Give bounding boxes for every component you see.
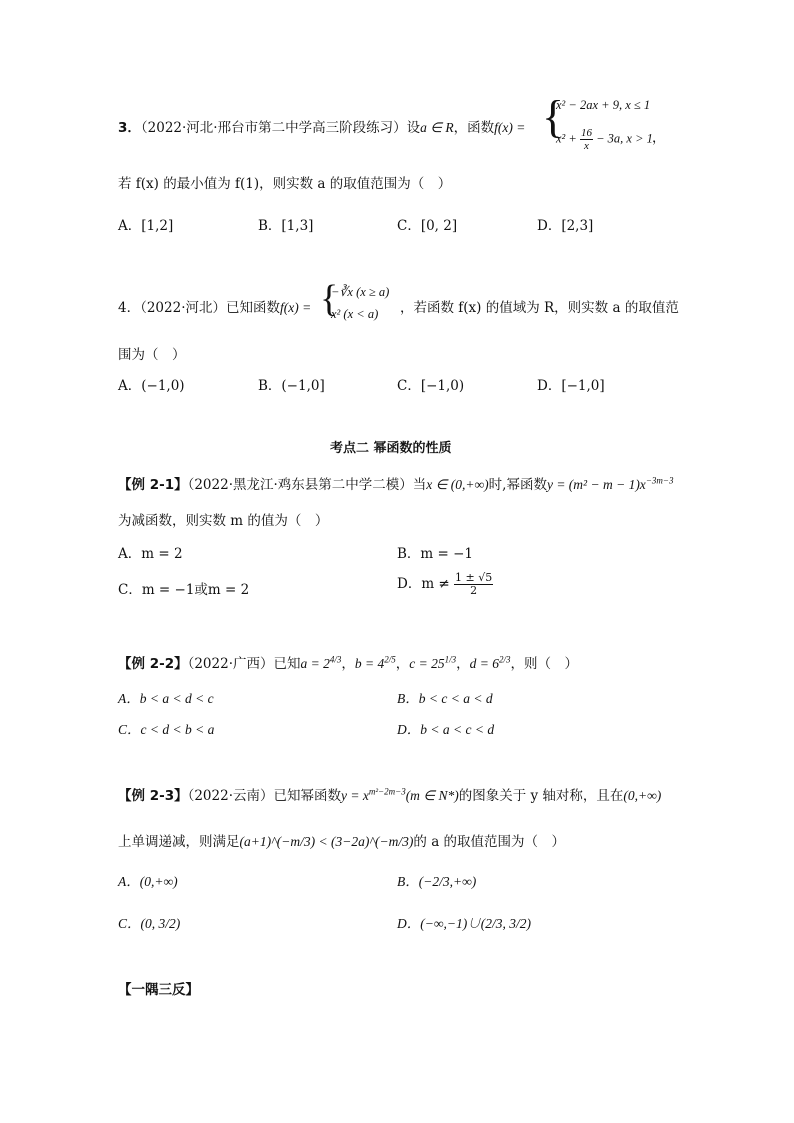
ex22-option-c[interactable]: C．c < d < b < a bbox=[118, 722, 215, 737]
ex21-condition: x ∈ (0,+∞) bbox=[426, 477, 489, 492]
ex23-option-c[interactable]: C．(0, 3/2) bbox=[118, 916, 181, 931]
ex22-option-a[interactable]: A．b < a < d < c bbox=[118, 691, 214, 706]
q3-brace: { bbox=[542, 91, 565, 142]
q3-option-a[interactable]: A．[1,2] bbox=[118, 218, 174, 234]
q3-frac-den: x bbox=[584, 140, 589, 152]
ex22-tag: 【例 2-2】 bbox=[118, 656, 188, 672]
ex21-exponent: −3m−3 bbox=[645, 475, 674, 486]
q4-piece1: −∛x (x ≥ a) bbox=[331, 285, 390, 299]
ex22-c: c = 25 bbox=[409, 656, 445, 671]
q3-number: 3． bbox=[118, 120, 141, 136]
ex21-optd-num: 1 ± √5 bbox=[455, 571, 493, 584]
ex21-option-d[interactable] bbox=[397, 572, 493, 597]
ex23-option-a[interactable]: A．(0,+∞) bbox=[118, 874, 178, 889]
ex22-b: b = 4 bbox=[354, 656, 385, 671]
ex23-option-d[interactable]: D．(−∞,−1)∪(2/3, 3/2) bbox=[397, 916, 531, 931]
ex22-a-exp: 4/3 bbox=[329, 654, 342, 665]
ex23-tag: 【例 2-3】 bbox=[118, 788, 188, 804]
ex23-condition: (m ∈ N*) bbox=[405, 788, 459, 803]
ex23-exponent: m²−2m−3 bbox=[368, 786, 406, 797]
q4-number: 4． bbox=[118, 300, 141, 316]
q4-option-d[interactable]: D．[−1,0] bbox=[537, 378, 605, 394]
q3-piece2-pre: x² + bbox=[556, 131, 577, 146]
q4-option-b[interactable]: B．(−1,0] bbox=[258, 378, 325, 394]
ex22-tail: ，则（ ） bbox=[510, 656, 579, 672]
ex22-option-d[interactable]: D．b < a < c < d bbox=[397, 722, 495, 737]
q3-piece2-post: − 3a, x > 1 bbox=[596, 131, 653, 146]
ex22-d-exp: 2/3 bbox=[499, 654, 511, 665]
section-title: 考点二 幂函数的性质 bbox=[330, 441, 452, 456]
ex21-option-a[interactable]: A．m = 2 bbox=[118, 546, 183, 562]
ex23-line2 bbox=[118, 830, 565, 850]
ex23-function: y = x bbox=[341, 788, 369, 803]
ex21-source: （2022·黑龙江·鸡东县第二中学二模）当 bbox=[187, 477, 427, 493]
q3-source: （2022·河北·邢台市第二中学高三阶段练习）设 bbox=[140, 120, 421, 136]
ex22-a: a = 2 bbox=[300, 656, 330, 671]
q3-option-c[interactable]: C．[0, 2] bbox=[397, 218, 458, 234]
ex21-option-c[interactable]: C．m = −1或m = 2 bbox=[118, 582, 250, 598]
q3-piece2 bbox=[556, 127, 653, 152]
q4-brace: { bbox=[320, 278, 339, 320]
practice-label: 【一隅三反】 bbox=[118, 982, 199, 998]
ex22-b-exp: 2/5 bbox=[384, 654, 396, 665]
ex21-optd-pre: D．m ≠ bbox=[397, 576, 450, 592]
q3-a-in-r: a ∈ R bbox=[420, 120, 454, 135]
ex23-line2-pre: 上单调递减，则满足 bbox=[118, 834, 240, 850]
ex21-optd-den: 2 bbox=[470, 584, 478, 597]
ex21-function: y = (m² − m − 1)x bbox=[546, 477, 646, 492]
ex21-line2: 为减函数，则实数 m 的值为（ ） bbox=[118, 513, 329, 529]
ex23-source: （2022·云南）已知幂函数 bbox=[187, 788, 341, 804]
q3-function-label: ，函数 bbox=[453, 120, 495, 136]
ex22-option-b[interactable]: B．b < c < a < d bbox=[397, 691, 493, 706]
q3-line1 bbox=[118, 116, 525, 136]
ex21-tag: 【例 2-1】 bbox=[118, 477, 188, 493]
ex21-text: 时,幂函数 bbox=[488, 477, 547, 493]
q3-frac-num: 16 bbox=[580, 127, 592, 139]
ex21-line1 bbox=[118, 473, 673, 493]
q4-source: （2022·河北）已知函数 bbox=[140, 300, 280, 316]
q4-option-c[interactable]: C．[−1,0) bbox=[397, 378, 465, 394]
ex23-option-b[interactable]: B．(−2/3,+∞) bbox=[397, 874, 477, 889]
ex23-text: 的图象关于 y 轴对称，且在 bbox=[458, 788, 624, 804]
ex23-line2-post: 的 a 的取值范围为（ ） bbox=[413, 834, 566, 850]
ex21-option-b[interactable]: B．m = −1 bbox=[397, 546, 474, 562]
q3-fraction bbox=[580, 127, 593, 152]
ex22-source: （2022·广西）已知 bbox=[187, 656, 301, 672]
ex22-d: d = 6 bbox=[469, 656, 500, 671]
ex22-c-exp: 1/3 bbox=[444, 654, 457, 665]
ex23-line1 bbox=[118, 784, 661, 804]
q4-piece2: x² (x < a) bbox=[331, 307, 379, 321]
q4-line1a bbox=[118, 296, 311, 316]
q3-comma: ， bbox=[652, 130, 666, 146]
q4-line2: 围为（ ） bbox=[118, 347, 186, 363]
q4-line1b: ，若函数 f(x) 的值域为 R，则实数 a 的取值范 bbox=[400, 300, 679, 316]
q3-option-d[interactable]: D．[2,3] bbox=[537, 218, 594, 234]
q3-option-b[interactable]: B．[1,3] bbox=[258, 218, 314, 234]
ex23-interval: (0,+∞) bbox=[623, 788, 662, 803]
q4-option-a[interactable]: A．(−1,0) bbox=[118, 378, 185, 394]
q3-piece1: x² − 2ax + 9, x ≤ 1 bbox=[556, 98, 651, 112]
ex23-inequality: (a+1)^(−m/3) < (3−2a)^(−m/3) bbox=[239, 834, 414, 849]
ex22-line1: 【例 2-2】（2022·广西）已知$a = 2^{4/3}$，$b = 4^{2/5}$，$c = 25^{1/3}$，$d = 6^{2/3}$，则（ ） bbox=[118, 654, 579, 672]
q4-fx: f(x) = bbox=[280, 300, 312, 315]
ex21-optd-fraction bbox=[454, 572, 493, 597]
q3-fx: f(x) = bbox=[494, 120, 526, 135]
q3-line2: 若 f(x) 的最小值为 f(1)，则实数 a 的取值范围为（ ） bbox=[118, 176, 452, 192]
